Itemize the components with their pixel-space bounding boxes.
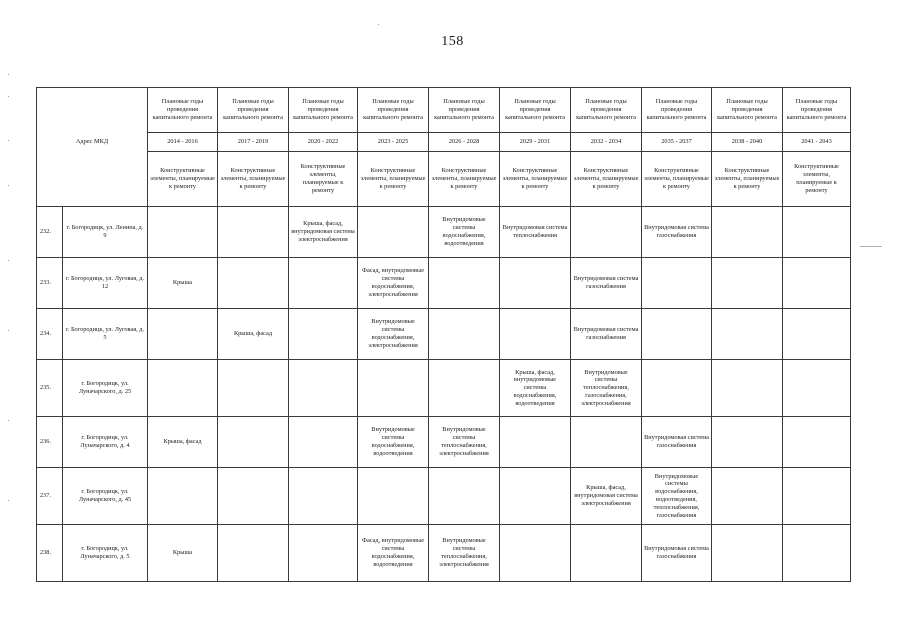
period-header: Плановые годы проведения капитального ремонта [712, 88, 783, 133]
period-header: Плановые годы проведения капитального ремонта [500, 88, 571, 133]
building-address: г. Богородицк, ул. Луговая, д. 12 [63, 258, 148, 309]
scan-artifact-dash [860, 246, 882, 247]
planned-elements-cell: Внутридомовые системы водоснабжения, водоотведения, теплоснабжения, газоснабжения [642, 468, 712, 525]
planned-elements-cell: Крыша, фасад, внутридомовая система электроснабжения [289, 207, 358, 258]
building-address: г. Богородицк, ул. Луначарского, д. 5 [63, 525, 148, 582]
planned-elements-cell: Внутридомовые системы теплоснабжения, электроснабжения [429, 525, 500, 582]
planned-elements-cell [783, 525, 851, 582]
address-header-bottom [37, 152, 148, 207]
scan-artifact-dot [8, 185, 9, 186]
planned-elements-cell [289, 525, 358, 582]
scan-artifact-dot [8, 500, 9, 501]
header-row-period [37, 88, 851, 133]
planned-elements-cell: Фасад, внутридомовые системы водоснабжения, электроснабжения [358, 258, 429, 309]
planned-elements-cell [642, 258, 712, 309]
period-header: Плановые годы проведения капитального ремонта [429, 88, 500, 133]
elements-header: Конструктивные элементы, планируемые к ремонту [358, 152, 429, 207]
period-header: Плановые годы проведения капитального ремонта [358, 88, 429, 133]
elements-header: Конструктивные элементы, планируемые к ремонту [571, 152, 642, 207]
planned-elements-cell: Внутридомовая система газоснабжения [642, 525, 712, 582]
planned-elements-cell [712, 207, 783, 258]
planned-elements-cell [500, 468, 571, 525]
planned-elements-cell: Внутридомовые системы водоснабжения, водоотведения [429, 207, 500, 258]
row-number: 235. [37, 360, 63, 417]
planned-elements-cell [712, 360, 783, 417]
planned-elements-cell [500, 309, 571, 360]
planned-elements-cell: Внутридомовые системы теплоснабжения, электроснабжения [429, 417, 500, 468]
scan-artifact-dot [8, 420, 9, 421]
row-number: 232. [37, 207, 63, 258]
planned-elements-cell [712, 525, 783, 582]
row-number: 238. [37, 525, 63, 582]
elements-header: Конструктивные элементы, планируемые к ремонту [148, 152, 218, 207]
year-range: 2029 - 2031 [500, 133, 571, 152]
scan-artifact-dot [8, 260, 9, 261]
planned-elements-cell: Внутридомовые системы водоснабжения, электроснабжения [358, 309, 429, 360]
scan-artifact-dot [8, 330, 9, 331]
year-range: 2026 - 2028 [429, 133, 500, 152]
table-row [37, 309, 851, 360]
planned-elements-cell: Внутридомовая система газоснабжения [642, 417, 712, 468]
planned-elements-cell [289, 417, 358, 468]
planned-elements-cell: Крыша, фасад, внутридомовая система электроснабжения [571, 468, 642, 525]
year-range: 2023 - 2025 [358, 133, 429, 152]
planned-elements-cell [148, 309, 218, 360]
planned-elements-cell [783, 207, 851, 258]
planned-elements-cell: Фасад, внутридомовые системы водоснабжения, водоотведения [358, 525, 429, 582]
period-header: Плановые годы проведения капитального ремонта [289, 88, 358, 133]
planned-elements-cell [358, 207, 429, 258]
planned-elements-cell: Внутридомовые системы водоснабжения, водоотведения [358, 417, 429, 468]
planned-elements-cell [358, 468, 429, 525]
planned-elements-cell [429, 468, 500, 525]
elements-header: Конструктивные элементы, планируемые к ремонту [500, 152, 571, 207]
row-number: 234. [37, 309, 63, 360]
row-number: 237. [37, 468, 63, 525]
period-header: Плановые годы проведения капитального ремонта [642, 88, 712, 133]
planned-elements-cell [712, 309, 783, 360]
planned-elements-cell [500, 258, 571, 309]
planned-elements-cell [218, 525, 289, 582]
scan-artifact-dot [8, 96, 9, 97]
elements-header: Конструктивные элементы, планируемые к ремонту [642, 152, 712, 207]
planned-elements-cell [712, 468, 783, 525]
planned-elements-cell [218, 468, 289, 525]
header-row-years [37, 133, 851, 152]
elements-header: Конструктивные элементы, планируемые к ремонту [289, 152, 358, 207]
planned-elements-cell [429, 258, 500, 309]
planned-elements-cell [148, 468, 218, 525]
planned-elements-cell: Внутридомовая система газоснабжения [571, 258, 642, 309]
building-address: г. Богородицк, ул. Ленина, д. 9 [63, 207, 148, 258]
planned-elements-cell [500, 417, 571, 468]
planned-elements-cell: Внутридомовая система газоснабжения [642, 207, 712, 258]
planned-elements-cell [642, 360, 712, 417]
planned-elements-cell [218, 207, 289, 258]
planned-elements-cell [571, 207, 642, 258]
planned-elements-cell [289, 468, 358, 525]
planned-elements-cell: Крыша, фасад [148, 417, 218, 468]
table-row [37, 207, 851, 258]
planned-elements-cell [783, 417, 851, 468]
elements-header: Конструктивные элементы, планируемые к ремонту [218, 152, 289, 207]
table-row [37, 468, 851, 525]
table-row [37, 360, 851, 417]
table-row [37, 258, 851, 309]
elements-header: Конструктивные элементы, планируемые к ремонту [783, 152, 851, 207]
planned-elements-cell [148, 360, 218, 417]
address-header-label: Адрес МКД [37, 133, 148, 152]
row-number: 233. [37, 258, 63, 309]
planned-elements-cell: Крыша [148, 525, 218, 582]
row-number: 236. [37, 417, 63, 468]
header-row-elements [37, 152, 851, 207]
planned-elements-cell [783, 309, 851, 360]
year-range: 2014 - 2016 [148, 133, 218, 152]
planned-elements-cell [218, 360, 289, 417]
planned-elements-cell: Крыша, фасад [218, 309, 289, 360]
planned-elements-cell [571, 525, 642, 582]
building-address: г. Богородицк, ул. Луговая, д. 5 [63, 309, 148, 360]
building-address: г. Богородицк, ул. Луначарского, д. 25 [63, 360, 148, 417]
year-range: 2038 - 2040 [712, 133, 783, 152]
planned-elements-cell [500, 525, 571, 582]
planned-elements-cell [148, 207, 218, 258]
year-range: 2032 - 2034 [571, 133, 642, 152]
planned-elements-cell [429, 309, 500, 360]
period-header: Плановые годы проведения капитального ремонта [218, 88, 289, 133]
planned-elements-cell: Внутридомовые системы теплоснабжения, газоснабжения, электроснабжения [571, 360, 642, 417]
table-row [37, 417, 851, 468]
page-number: 158 [441, 34, 464, 49]
planned-elements-cell: Крыша [148, 258, 218, 309]
planned-elements-cell [712, 417, 783, 468]
elements-header: Конструктивные элементы, планируемые к ремонту [712, 152, 783, 207]
planned-elements-cell [289, 360, 358, 417]
scan-artifact-dot [378, 24, 379, 25]
planned-elements-cell [289, 309, 358, 360]
planned-elements-cell [358, 360, 429, 417]
period-header: Плановые годы проведения капитального ремонта [148, 88, 218, 133]
planned-elements-cell: Крыша, фасад, внутридомовые системы водоснабжения, водоотведения [500, 360, 571, 417]
table-row [37, 525, 851, 582]
year-range: 2041 - 2043 [783, 133, 851, 152]
scan-artifact-dot [8, 74, 9, 75]
year-range: 2017 - 2019 [218, 133, 289, 152]
planned-elements-cell: Внутридомовая система газоснабжения [571, 309, 642, 360]
planned-elements-cell [429, 360, 500, 417]
period-header: Плановые годы проведения капитального ремонта [571, 88, 642, 133]
planned-elements-cell [571, 417, 642, 468]
planned-elements-cell [289, 258, 358, 309]
planned-elements-cell [712, 258, 783, 309]
planned-elements-cell [783, 468, 851, 525]
elements-header: Конструктивные элементы, планируемые к ремонту [429, 152, 500, 207]
address-header-top [37, 88, 148, 133]
planned-elements-cell [783, 360, 851, 417]
planned-elements-cell [642, 309, 712, 360]
capital-repair-plan-table [36, 87, 851, 582]
scan-artifact-dot [8, 140, 9, 141]
building-address: г. Богородицк, ул. Луначарского, д. 4 [63, 417, 148, 468]
planned-elements-cell: Внутридомовая система теплоснабжения [500, 207, 571, 258]
year-range: 2020 - 2022 [289, 133, 358, 152]
year-range: 2035 - 2037 [642, 133, 712, 152]
building-address: г. Богородицк, ул. Луначарского, д. 45 [63, 468, 148, 525]
period-header: Плановые годы проведения капитального ремонта [783, 88, 851, 133]
planned-elements-cell [218, 258, 289, 309]
planned-elements-cell [783, 258, 851, 309]
planned-elements-cell [218, 417, 289, 468]
